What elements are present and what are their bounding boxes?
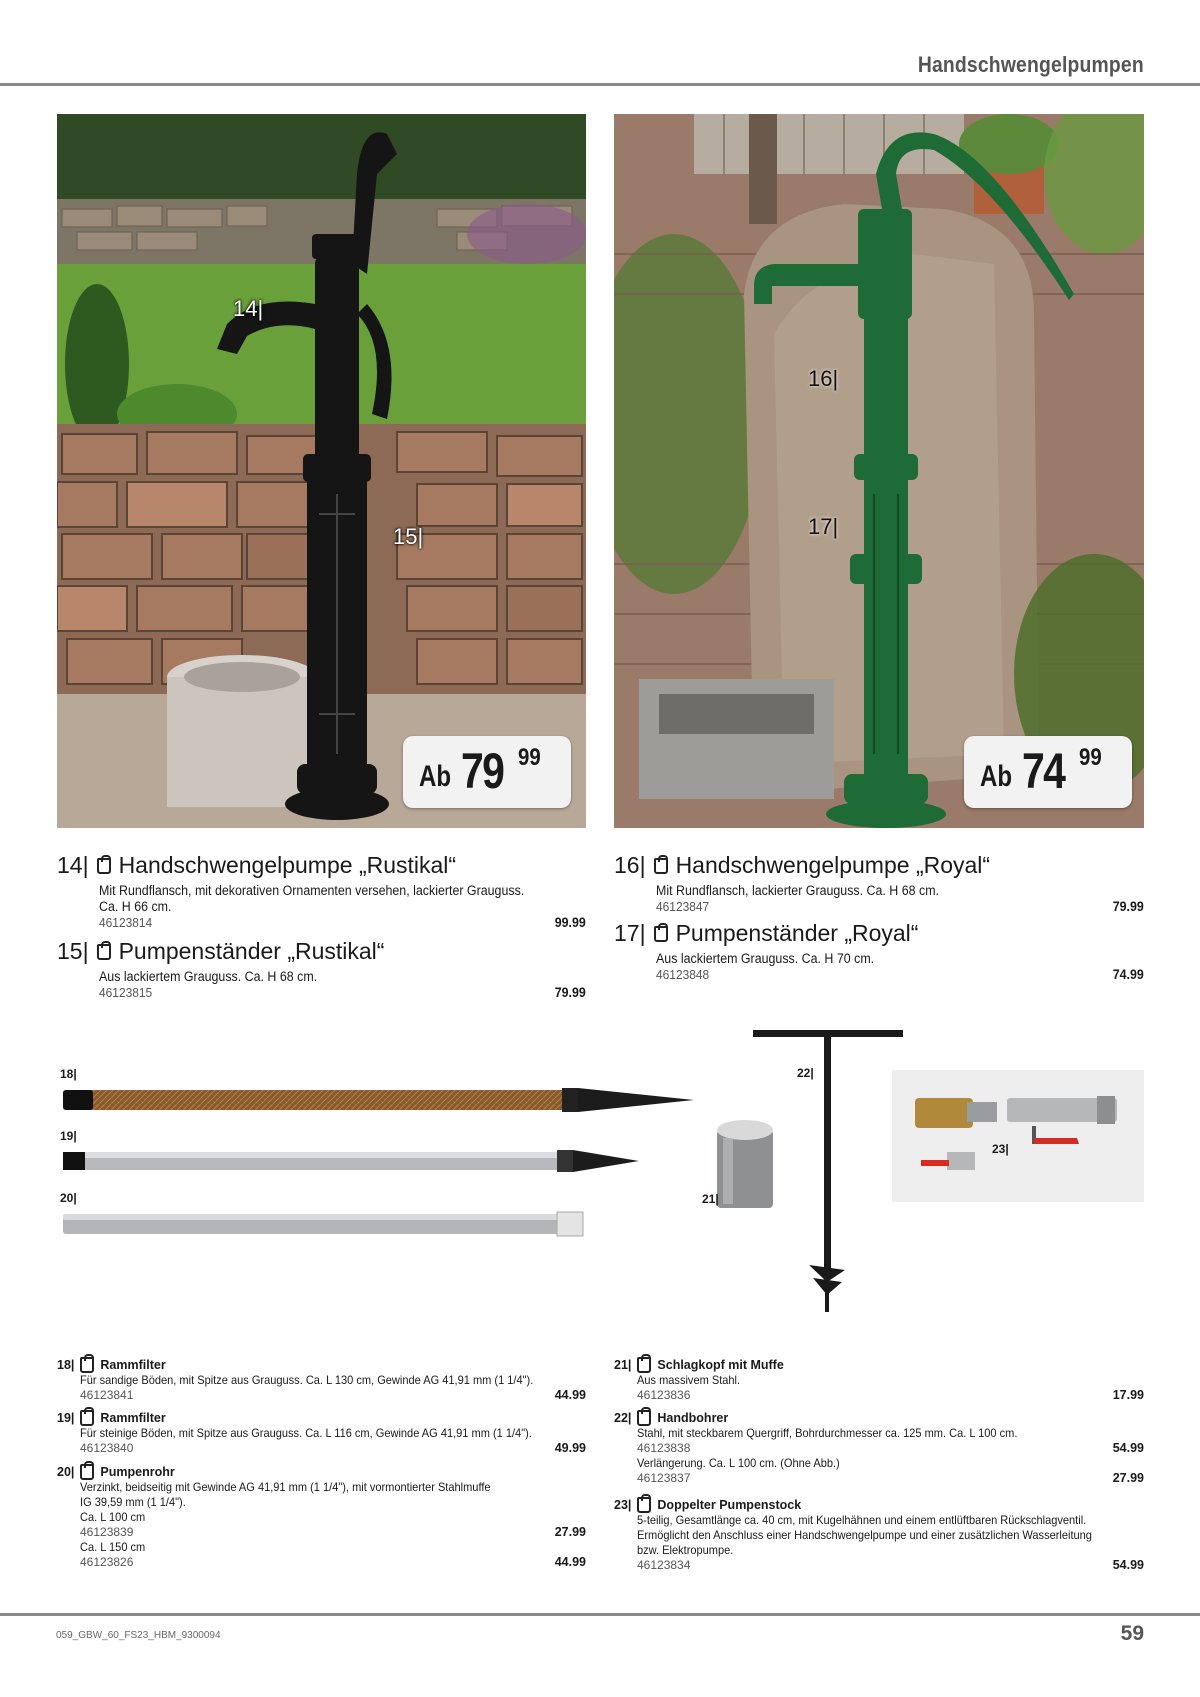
price-badge-prefix: Ab	[980, 760, 1012, 793]
product-number: 20|	[57, 1465, 75, 1479]
product-entry-19	[57, 1410, 586, 1456]
label-18: 18|	[60, 1067, 77, 1081]
product-title: Handschwengelpumpe „Rustikal“	[118, 852, 457, 878]
product-entry-22	[614, 1410, 1144, 1486]
price-badge-rustikal	[403, 736, 571, 808]
footer-print-code: 059_GBW_60_FS23_HBM_9300094	[56, 1630, 221, 1641]
product-entry-20	[57, 1464, 586, 1570]
product-title: Pumpenrohr	[100, 1465, 175, 1479]
product-heading	[614, 1497, 1144, 1513]
product-number: 14|	[57, 852, 89, 878]
product-description: Aus lackiertem Grauguss. Ca. H 68 cm.	[99, 969, 318, 984]
price-badge-integer: 79	[461, 743, 504, 799]
product-title: Rammfilter	[100, 1411, 166, 1425]
product-photo-rustikal	[57, 114, 586, 828]
product-number: 15|	[57, 938, 89, 964]
callout-15: 15|	[393, 524, 424, 549]
article-number: 46123834	[637, 1558, 691, 1572]
product-title: Schlagkopf mit Muffe	[657, 1358, 784, 1372]
product-entry-17	[614, 920, 1144, 982]
shopping-bag-icon	[654, 926, 668, 942]
shopping-bag-icon	[80, 1357, 94, 1373]
product-description: 5-teilig, Gesamtlänge ca. 40 cm, mit Kugelhähnen und einem entlüftbaren Rückschlagventil.	[637, 1513, 1087, 1527]
product-description: Ca. H 66 cm.	[99, 899, 172, 914]
header-rule	[0, 83, 1200, 86]
product-heading	[614, 852, 1144, 879]
product-description: Aus lackiertem Grauguss. Ca. H 70 cm.	[656, 951, 875, 966]
product-variant: Ca. L 100 cm	[80, 1510, 146, 1524]
product-number: 21|	[614, 1358, 632, 1372]
product-description: Verzinkt, beidseitig mit Gewinde AG 41,91 mm (1 1/4"), mit vormontierter Stahlmuffe	[80, 1480, 491, 1494]
shopping-bag-icon	[80, 1410, 94, 1426]
product-heading	[57, 1410, 586, 1426]
product-entry-15	[57, 938, 586, 1000]
price-badge-decimal: 99	[518, 744, 541, 771]
product-heading	[57, 938, 586, 965]
price-badge-royal	[964, 736, 1132, 808]
label-19: 19|	[60, 1129, 77, 1143]
product-variant: Ca. L 150 cm	[80, 1540, 146, 1554]
rustikal-garden-scene	[57, 114, 586, 828]
article-number: 46123838	[637, 1441, 691, 1455]
product-extension: Verlängerung. Ca. L 100 cm. (Ohne Abb.)	[637, 1456, 840, 1470]
product-entry-21	[614, 1357, 1144, 1403]
product-price: 27.99	[554, 1525, 586, 1539]
article-number: 46123840	[80, 1441, 134, 1455]
callout-16: 16|	[808, 366, 839, 391]
product-price: 74.99	[1112, 967, 1144, 982]
pumpenrohr-20	[63, 1212, 583, 1236]
article-number: 46123814	[99, 915, 153, 930]
product-description: Aus massivem Stahl.	[637, 1373, 741, 1387]
product-number: 18|	[57, 1358, 75, 1372]
schlagkopf-21	[717, 1120, 773, 1208]
product-heading	[57, 1357, 586, 1373]
product-number: 17|	[614, 920, 646, 946]
callout-14: 14|	[233, 296, 264, 321]
article-number: 46123837	[637, 1471, 691, 1485]
product-heading	[614, 1410, 1144, 1426]
shopping-bag-icon	[80, 1464, 94, 1480]
product-title: Doppelter Pumpenstock	[657, 1498, 802, 1512]
label-20: 20|	[60, 1191, 77, 1205]
shopping-bag-icon	[637, 1357, 651, 1373]
price-badge-decimal: 99	[1079, 744, 1102, 771]
product-price: 54.99	[1112, 1558, 1144, 1572]
product-heading	[57, 852, 586, 879]
article-number: 46123826	[80, 1555, 134, 1569]
article-number: 46123815	[99, 985, 153, 1000]
product-description: Ermöglicht den Anschluss einer Handschwengelpumpe und einer zusätzlichen Wasserleitung	[637, 1528, 1092, 1542]
shopping-bag-icon	[97, 858, 111, 874]
article-number: 46123836	[637, 1388, 691, 1402]
handbohrer-22	[753, 1030, 903, 1312]
product-heading	[614, 920, 1144, 947]
product-entry-14	[57, 852, 586, 930]
page-section-title: Handschwengelpumpen	[917, 52, 1144, 77]
product-price: 17.99	[1112, 1388, 1144, 1402]
article-number: 46123847	[656, 899, 710, 914]
price-badge-integer: 74	[1022, 743, 1065, 799]
product-price: 27.99	[1112, 1471, 1144, 1485]
product-price: 49.99	[554, 1441, 586, 1455]
article-number: 46123839	[80, 1525, 134, 1539]
product-description: bzw. Elektropumpe.	[637, 1543, 734, 1557]
shopping-bag-icon	[97, 944, 111, 960]
product-description: Mit Rundflansch, lackierter Grauguss. Ca. H 68 cm.	[656, 883, 940, 898]
product-title: Pumpenständer „Rustikal“	[118, 938, 385, 964]
royal-patio-scene	[614, 114, 1144, 828]
product-entry-16	[614, 852, 1144, 914]
rammfilter-18	[63, 1088, 694, 1112]
callout-17: 17|	[808, 514, 839, 539]
product-price: 79.99	[554, 985, 586, 1000]
product-price: 44.99	[554, 1388, 586, 1402]
accessories-illustration	[57, 1020, 1144, 1340]
label-22: 22|	[797, 1066, 814, 1080]
footer-rule	[0, 1613, 1200, 1616]
product-title: Handbohrer	[657, 1411, 729, 1425]
product-title: Handschwengelpumpe „Royal“	[675, 852, 991, 878]
product-entry-18	[57, 1357, 586, 1403]
product-price: 54.99	[1112, 1441, 1144, 1455]
page-number: 59	[1120, 1622, 1144, 1645]
product-number: 23|	[614, 1498, 632, 1512]
price-badge-prefix: Ab	[419, 760, 451, 793]
product-price: 99.99	[554, 915, 586, 930]
product-description: Mit Rundflansch, mit dekorativen Ornamenten versehen, lackierter Grauguss.	[99, 883, 525, 898]
rammfilter-19	[63, 1150, 639, 1172]
product-description: Stahl, mit steckbarem Quergriff, Bohrdurchmesser ca. 125 mm. Ca. L 100 cm.	[637, 1426, 1018, 1440]
product-price: 79.99	[1112, 899, 1144, 914]
product-description: Für sandige Böden, mit Spitze aus Grauguss. Ca. L 130 cm, Gewinde AG 41,91 mm (1 1/4").	[80, 1373, 534, 1387]
product-title: Pumpenständer „Royal“	[675, 920, 919, 946]
product-photo-royal	[614, 114, 1144, 828]
product-number: 16|	[614, 852, 646, 878]
product-heading	[57, 1464, 586, 1480]
shopping-bag-icon	[654, 858, 668, 874]
product-title: Rammfilter	[100, 1358, 166, 1372]
product-number: 22|	[614, 1411, 632, 1425]
pumpenstock-23	[892, 1070, 1144, 1202]
label-21: 21|	[702, 1192, 719, 1206]
product-heading	[614, 1357, 1144, 1373]
shopping-bag-icon	[637, 1497, 651, 1513]
product-description: Für steinige Böden, mit Spitze aus Grauguss. Ca. L 116 cm, Gewinde AG 41,91 mm (1 1/4").	[80, 1426, 532, 1440]
shopping-bag-icon	[637, 1410, 651, 1426]
article-number: 46123841	[80, 1388, 134, 1402]
product-number: 19|	[57, 1411, 75, 1425]
label-23: 23|	[992, 1142, 1009, 1156]
product-description: IG 39,59 mm (1 1/4").	[80, 1495, 186, 1509]
article-number: 46123848	[656, 967, 710, 982]
product-entry-23	[614, 1497, 1144, 1573]
product-price: 44.99	[554, 1555, 586, 1569]
